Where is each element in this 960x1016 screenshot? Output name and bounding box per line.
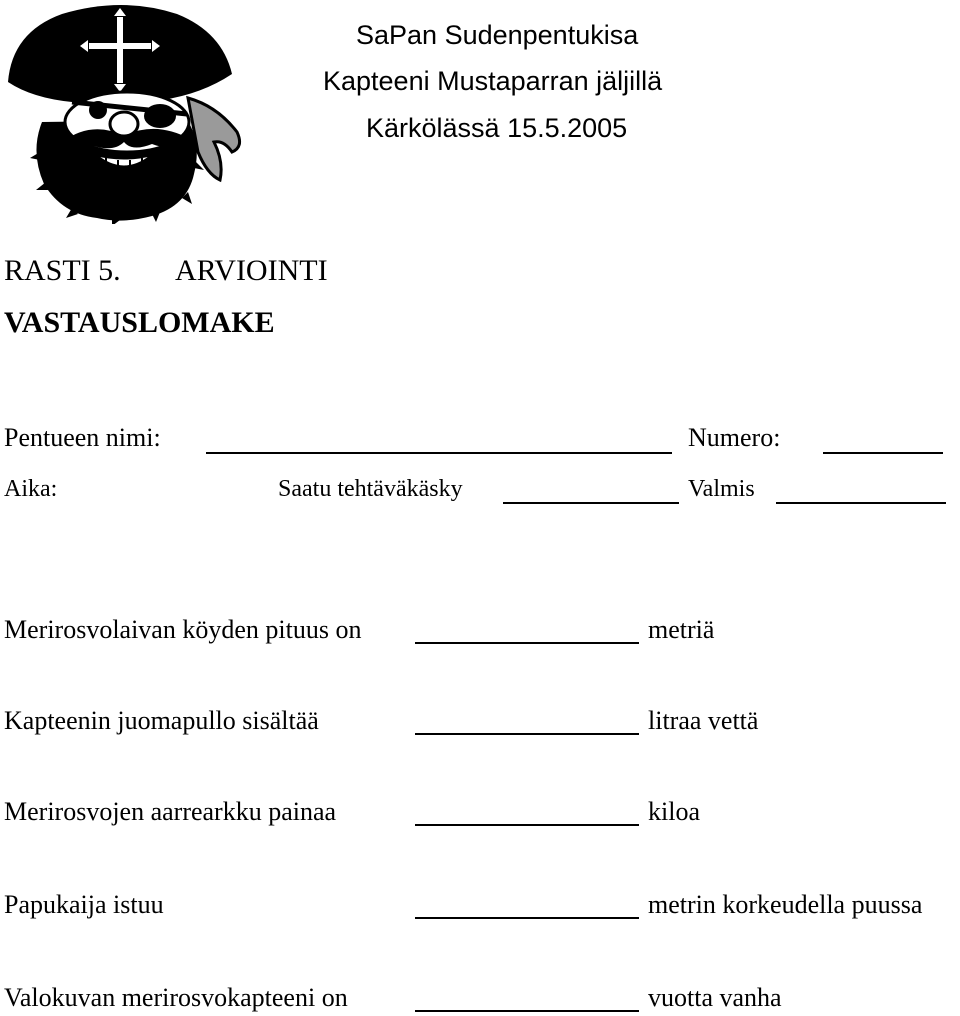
question-3-answer-field[interactable] xyxy=(415,824,639,826)
question-4-answer-field[interactable] xyxy=(415,917,639,919)
event-subtitle: Kapteeni Mustaparran jäljillä xyxy=(323,66,663,96)
event-date: Kärkölässä 15.5.2005 xyxy=(366,113,628,143)
question-1-text: Merirosvolaivan köyden pituus on xyxy=(4,615,362,644)
number-label: Numero: xyxy=(688,423,781,452)
done-time-field[interactable] xyxy=(776,502,946,504)
event-title: SaPan Sudenpentukisa xyxy=(356,20,639,50)
question-1-answer-field[interactable] xyxy=(415,642,639,644)
time-label: Aika: xyxy=(4,476,58,502)
question-5-answer-field[interactable] xyxy=(415,1010,639,1012)
question-4-unit: metrin korkeudella puussa xyxy=(648,890,923,919)
question-3-unit: kiloa xyxy=(648,797,700,826)
station-label: RASTI 5. xyxy=(4,254,121,287)
section-title: ARVIOINTI xyxy=(175,254,328,287)
question-2-unit: litraa vettä xyxy=(648,706,759,735)
received-time-field[interactable] xyxy=(503,502,679,504)
question-3-text: Merirosvojen aarrearkku painaa xyxy=(4,797,337,826)
pirate-captain-logo xyxy=(2,2,250,224)
form-title: VASTAUSLOMAKE xyxy=(4,306,275,339)
number-field[interactable] xyxy=(823,452,943,454)
question-1-unit: metriä xyxy=(648,615,715,644)
received-label: Saatu tehtäväkäsky xyxy=(278,476,463,502)
question-5-unit: vuotta vanha xyxy=(648,983,782,1012)
done-label: Valmis xyxy=(688,476,755,502)
team-name-field[interactable] xyxy=(206,452,672,454)
question-2-text: Kapteenin juomapullo sisältää xyxy=(4,706,319,735)
question-2-answer-field[interactable] xyxy=(415,733,639,735)
question-4-text: Papukaija istuu xyxy=(4,890,164,919)
team-name-label: Pentueen nimi: xyxy=(4,423,161,452)
question-5-text: Valokuvan merirosvokapteeni on xyxy=(4,983,348,1012)
